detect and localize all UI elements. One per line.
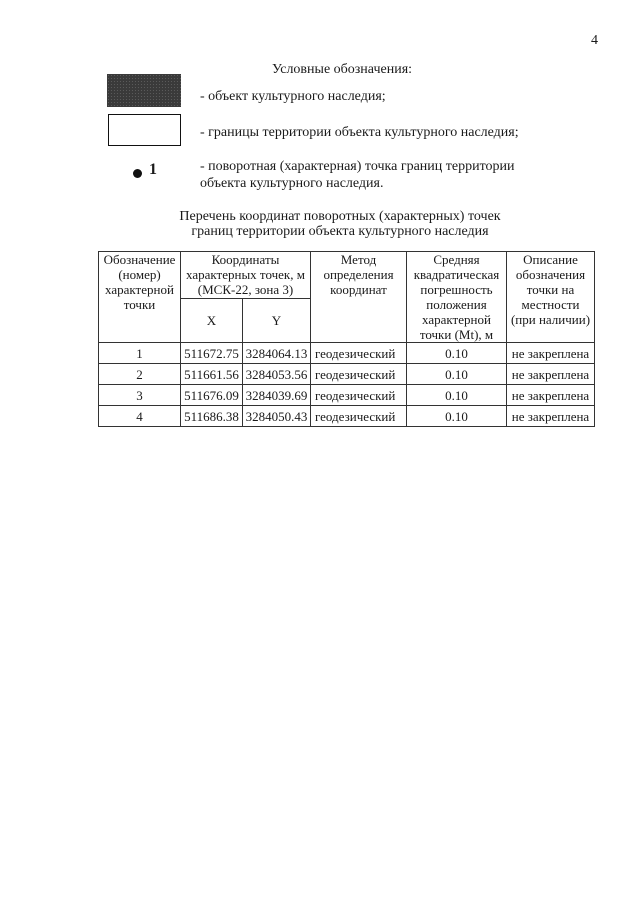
turning-point-number: 1 bbox=[149, 161, 157, 178]
table-row bbox=[99, 364, 595, 385]
table-row bbox=[99, 343, 595, 364]
heritage-object-swatch bbox=[107, 74, 181, 107]
header-method: Метод определения координат bbox=[311, 252, 407, 343]
cell-x: 511661.56 bbox=[181, 364, 243, 385]
cell-error: 0.10 bbox=[407, 343, 507, 364]
cell-description: не закреплена bbox=[507, 385, 595, 406]
cell-description: не закреплена bbox=[507, 364, 595, 385]
header-description: Описание обозначения точки на местности (при наличии) bbox=[507, 252, 595, 343]
legend-item-turning-point: - поворотная (характерная) точка границ территории объекта культурного наследия. bbox=[200, 159, 515, 191]
header-x: X bbox=[181, 299, 243, 343]
territory-boundary-swatch bbox=[108, 114, 181, 146]
table-caption-line-2: границ территории объекта культурного наследия bbox=[191, 224, 489, 239]
cell-error: 0.10 bbox=[407, 406, 507, 427]
cell-error: 0.10 bbox=[407, 364, 507, 385]
cell-num: 3 bbox=[99, 385, 181, 406]
cell-y: 3284064.13 bbox=[243, 343, 311, 364]
cell-method: геодезический bbox=[311, 385, 407, 406]
cell-num: 1 bbox=[99, 343, 181, 364]
header-y: Y bbox=[243, 299, 311, 343]
cell-method: геодезический bbox=[311, 406, 407, 427]
cell-method: геодезический bbox=[311, 364, 407, 385]
header-error: Средняя квадратическая погрешность положения характерной точки (Mt), м bbox=[407, 252, 507, 343]
cell-description: не закреплена bbox=[507, 406, 595, 427]
table-caption-line-1: Перечень координат поворотных (характерных) точек bbox=[179, 209, 501, 224]
cell-num: 4 bbox=[99, 406, 181, 427]
table-row bbox=[99, 406, 595, 427]
header-designation: Обозначение (номер) характерной точки bbox=[99, 252, 181, 343]
legend-item-heritage-object: - объект культурного наследия; bbox=[200, 89, 386, 104]
coordinates-table bbox=[98, 251, 595, 427]
legend-item-territory-boundary: - границы территории объекта культурного наследия; bbox=[200, 125, 519, 140]
cell-method: геодезический bbox=[311, 343, 407, 364]
legend-title: Условные обозначения: bbox=[272, 62, 413, 77]
cell-y: 3284053.56 bbox=[243, 364, 311, 385]
header-coordinates: Координаты характерных точек, м (МСК-22, зона 3) bbox=[181, 252, 311, 299]
cell-x: 511676.09 bbox=[181, 385, 243, 406]
cell-x: 511672.75 bbox=[181, 343, 243, 364]
cell-y: 3284039.69 bbox=[243, 385, 311, 406]
cell-description: не закреплена bbox=[507, 343, 595, 364]
cell-num: 2 bbox=[99, 364, 181, 385]
cell-y: 3284050.43 bbox=[243, 406, 311, 427]
turning-point-dot-icon bbox=[133, 169, 142, 178]
table-row bbox=[99, 385, 595, 406]
cell-x: 511686.38 bbox=[181, 406, 243, 427]
cell-error: 0.10 bbox=[407, 385, 507, 406]
table-caption bbox=[130, 209, 550, 239]
page-number: 4 bbox=[591, 33, 598, 48]
